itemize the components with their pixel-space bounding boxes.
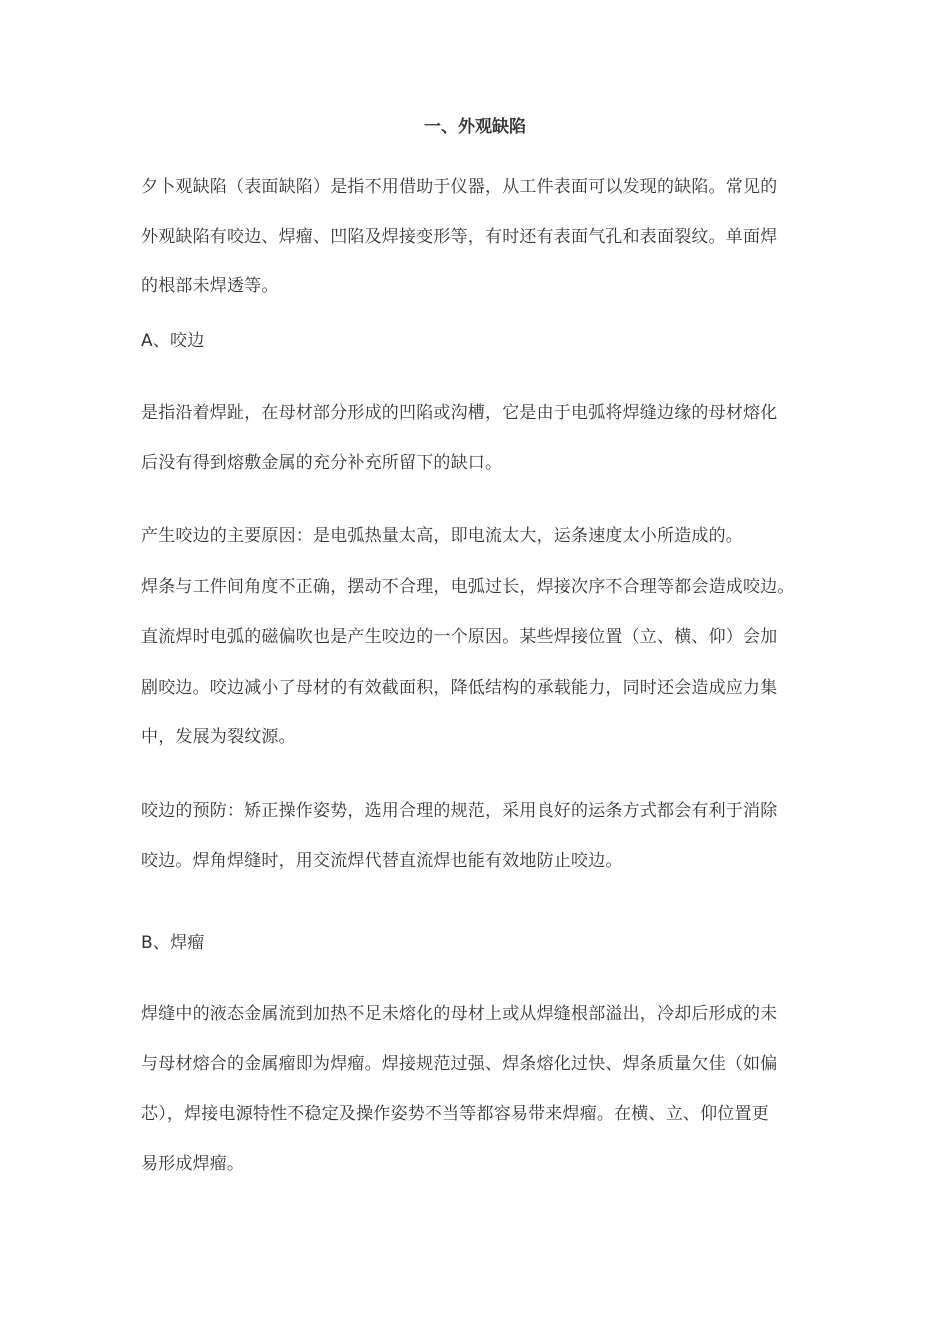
a-prevent-line-2: 咬边。焊角焊缝时，用交流焊代替直流焊也能有效地防止咬边。 xyxy=(141,851,623,871)
b-def-line-1: 焊缝中的液态金属流到加热不足未熔化的母材上或从焊缝根部溢出，冷却后形成的未 xyxy=(141,1004,778,1024)
intro-line-2: 外观缺陷有咬边、焊瘤、凹陷及焊接变形等，有时还有表面气孔和表面裂纹。单面焊 xyxy=(141,227,778,247)
a-cause-line-1: 产生咬边的主要原因：是电弧热量太高，即电流太大，运条速度太小所造成的。 xyxy=(141,526,743,546)
heading-a: A、咬边 xyxy=(141,331,205,351)
b-def-line-2: 与母材熔合的金属瘤即为焊瘤。焊接规范过强、焊条熔化过快、焊条质量欠佳（如偏 xyxy=(141,1054,778,1074)
a-cause-line-4: 剧咬边。咬边减小了母材的有效截面积，降低结构的承载能力，同时还会造成应力集 xyxy=(141,678,778,698)
a-prevent-line-1: 咬边的预防：矫正操作姿势，选用合理的规范，采用良好的运条方式都会有利于消除 xyxy=(141,801,778,821)
a-def-line-2: 后没有得到熔敷金属的充分补充所留下的缺口。 xyxy=(141,453,503,473)
a-cause-line-2: 焊条与工件间角度不正确，摆动不合理，电弧过长，焊接次序不合理等都会造成咬边。 xyxy=(141,577,795,597)
intro-line-1: 夕卜观缺陷（表面缺陷）是指不用借助于仪器，从工件表面可以发现的缺陷。常见的 xyxy=(141,177,778,197)
b-def-line-4: 易形成焊瘤。 xyxy=(141,1154,245,1174)
a-cause-line-3: 直流焊时电弧的磁偏吹也是产生咬边的一个原因。某些焊接位置（立、横、仰）会加 xyxy=(141,627,778,647)
intro-line-3: 的根部未焊透等。 xyxy=(141,276,279,296)
b-def-line-3: 芯），焊接电源特性不稳定及操作姿势不当等都容易带来焊瘤。在横、立、仰位置更 xyxy=(141,1104,769,1124)
section-title: 一、外观缺陷 xyxy=(424,117,526,137)
a-def-line-1: 是指沿着焊趾，在母材部分形成的凹陷或沟槽，它是由于电弧将焊缝边缘的母材熔化 xyxy=(141,403,778,423)
heading-b: B、焊瘤 xyxy=(141,933,205,953)
a-cause-line-5: 中，发展为裂纹源。 xyxy=(141,727,296,747)
